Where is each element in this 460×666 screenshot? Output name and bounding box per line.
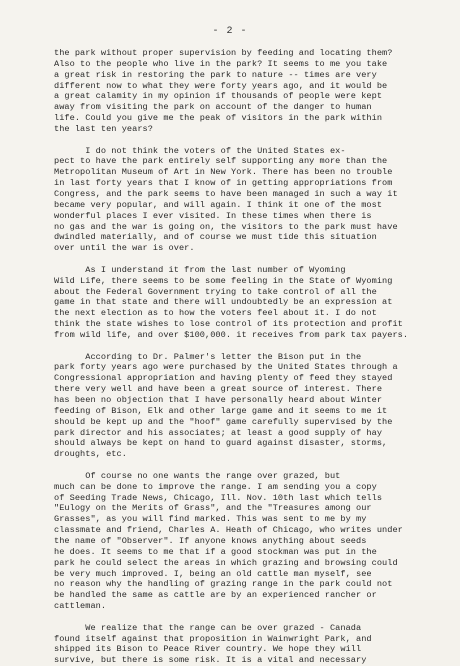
text-line: in last forty years that I know of in getting appropriations from xyxy=(54,178,393,189)
text-line: Congress, and the park seems to have been managed in such a way it xyxy=(54,188,398,199)
paragraph-gap xyxy=(54,460,446,471)
text-line: cattleman. xyxy=(54,601,107,612)
text-line: much can be done to improve the range. I am sending you a copy xyxy=(54,481,377,492)
text-line: pect to have the park entirely self supporting any more than the xyxy=(54,156,388,167)
text-line: should be kept up and the "hoof" game carefully supervised by the xyxy=(54,416,393,427)
text-line: no reason why the handling of grazing range in the park could not xyxy=(54,579,393,590)
text-line: became very popular, and will again. I think it one of the most xyxy=(54,199,383,210)
text-line: be very much improved. I, being an old cattle man myself, see xyxy=(54,568,372,579)
paragraph xyxy=(54,352,446,460)
text-line: should always be kept on hand to guard against disaster, storms, xyxy=(54,438,388,449)
text-line: We realize that the range can be over grazed - Canada xyxy=(54,622,362,633)
text-line: found itself against that proposition in Wainwright Park, and xyxy=(54,633,372,644)
text-line: park he could select the areas in which grazing and browsing could xyxy=(54,557,398,568)
text-line: no gas and the war is going on, the visitors to the park must have xyxy=(54,221,398,232)
text-line: has been no objection that I have personally heard about Winter xyxy=(54,395,383,405)
paragraph xyxy=(54,623,446,666)
text-line: about the Federal Government trying to take control of all the xyxy=(54,286,377,297)
text-line: classmate and friend, Charles A. Heath of Chicago, who writes under xyxy=(54,525,403,536)
text-line: think the state wishes to lose control of its protection and profit xyxy=(54,319,403,330)
text-line: from wild life, and over $100,000. it receives from park tax payers. xyxy=(54,329,409,340)
text-line: Of course no one wants the range over grazed, but xyxy=(54,470,341,481)
text-line: the name of "Observer". If anyone knows anything about seeds xyxy=(54,535,367,546)
text-line: Congressional appropriation and having plenty of feed they stayed xyxy=(54,373,393,384)
text-line: Also to the people who live in the park? It seems to me you take xyxy=(54,58,388,69)
text-line: different now to what they were forty years ago, and it would be xyxy=(54,80,388,91)
text-line: I do not think the voters of the United States ex- xyxy=(54,145,346,156)
text-line: over until the war is over. xyxy=(54,243,195,254)
text-line: According to Dr. Palmer's letter the Bison put in the xyxy=(54,351,362,362)
text-line: As I understand it from the last number of Wyoming xyxy=(54,264,346,275)
text-line: the next election as to how the voters feel about it. I do not xyxy=(54,308,377,319)
paragraph xyxy=(54,146,446,254)
text-line: Metropolitan Museum of Art in New York. There has been no trouble xyxy=(54,167,393,178)
letter-body xyxy=(54,48,446,666)
text-line: Wild Life, there seems to be some feeling in the State of Wyoming xyxy=(54,275,393,286)
text-line: be handled the same as cattle are by an experienced rancher or xyxy=(54,590,377,601)
text-line: away from visiting the park on account of the danger to human xyxy=(54,102,372,113)
paragraph-gap xyxy=(54,612,446,623)
page-number: - 2 - xyxy=(212,26,248,37)
text-line: park forty years ago were purchased by the United States through a xyxy=(54,362,398,373)
text-line: park director and his associates; at least a good supply of hay xyxy=(54,427,383,438)
paragraph-gap xyxy=(54,135,446,146)
text-line: "Eulogy on the Merits of Grass", and the "Treasures among our xyxy=(54,503,372,514)
text-line: he does. It seems to me that if a good stockman was put in the xyxy=(54,546,377,557)
text-line: the park without proper supervision by feeding and locating them? xyxy=(54,48,393,58)
text-line: the last ten years? xyxy=(54,123,153,134)
text-line: wonderful places I ever visited. In these times when there is xyxy=(54,210,372,221)
text-line: game in that state and there will undoubtedly be an expression at xyxy=(54,297,393,308)
text-line: feeding of Bison, Elk and other large game and it seems to me it xyxy=(54,405,388,416)
paragraph xyxy=(54,48,446,135)
text-line: shipped its Bison to Peace River country. We hope they will xyxy=(54,644,362,655)
paragraph-gap xyxy=(54,254,446,265)
paragraph xyxy=(54,265,446,341)
text-line: dwindled materially, and of course we must tide this situation xyxy=(54,232,377,243)
text-line: droughts, etc. xyxy=(54,449,127,460)
text-line: a great risk in restoring the park to nature -- times are very xyxy=(54,69,377,80)
paragraph xyxy=(54,471,446,612)
text-line: a great calamity in my opinion if thousands of people were kept xyxy=(54,91,383,102)
text-line: life. Could you give me the peak of visitors in the park within xyxy=(54,113,383,124)
text-line: survive, but there is some risk. It is a vital and necessary xyxy=(54,655,367,666)
text-line: of Seeding Trade News, Chicago, Ill. Nov. 10th last which tells xyxy=(54,492,383,503)
text-line: Grasses", as you will find marked. This was sent to me by my xyxy=(54,514,367,525)
paragraph-gap xyxy=(54,341,446,352)
text-line: there very well and have been a great source of interest. There xyxy=(54,384,383,395)
